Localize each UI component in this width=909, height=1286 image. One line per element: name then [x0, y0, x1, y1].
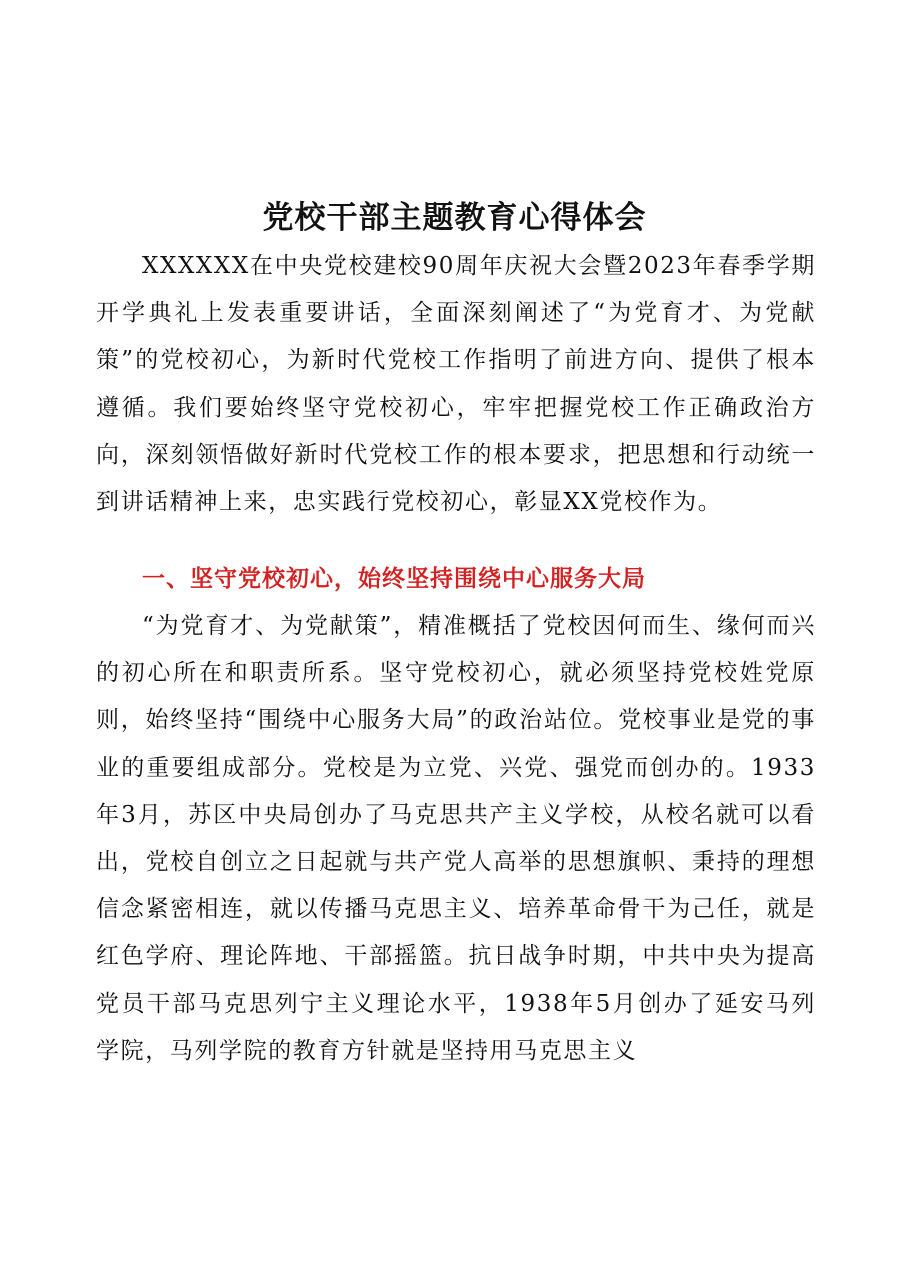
- document-title: 党校干部主题教育心得体会: [262, 200, 647, 236]
- paragraph-section-1: “为党育才、为党献策”，精准概括了党校因何而生、缘何而兴的初心所在和职责所系。坚守党校初心，就必须坚持党校姓党原则，始终坚持“围绕中心服务大局”的政治站位。党校事业是党的事业的重要组成部分。党校是为立党、兴党、强党而创办的。1933年3月，苏区中央局创办了马克思共产主义学校，从校名就可以看出，党校自创立之日起就与共产党人高举的思想旗帜、秉持的理想信念紧密相连，就以传播马克思主义、培养革命骨干为己任，就是红色学府、理论阵地、干部摇篮。抗日战争时期，中共中央为提高党员干部马克思列宁主义理论水平，1938年5月创办了延安马列学院，马列学院的教育方针就是坚持用马克思主义: [96, 613, 816, 1064]
- section-heading: 一、坚守党校初心，始终坚持围绕中心服务大局: [142, 566, 646, 592]
- paragraph-intro: XXXXXX在中央党校建校90周年庆祝大会暨2023年春季学期开学典礼上发表重要讲话，全面深刻阐述了“为党育才、为党献策”的党校初心，为新时代党校工作指明了前进方向、提供了根本遵循。我们要始终坚守党校初心，牢牢把握党校工作正确政治方向，深刻领悟做好新时代党校工作的根本要求，把思想和行动统一到讲话精神上来，忠实践行党校初心，彰显XX党校作为。: [96, 253, 816, 516]
